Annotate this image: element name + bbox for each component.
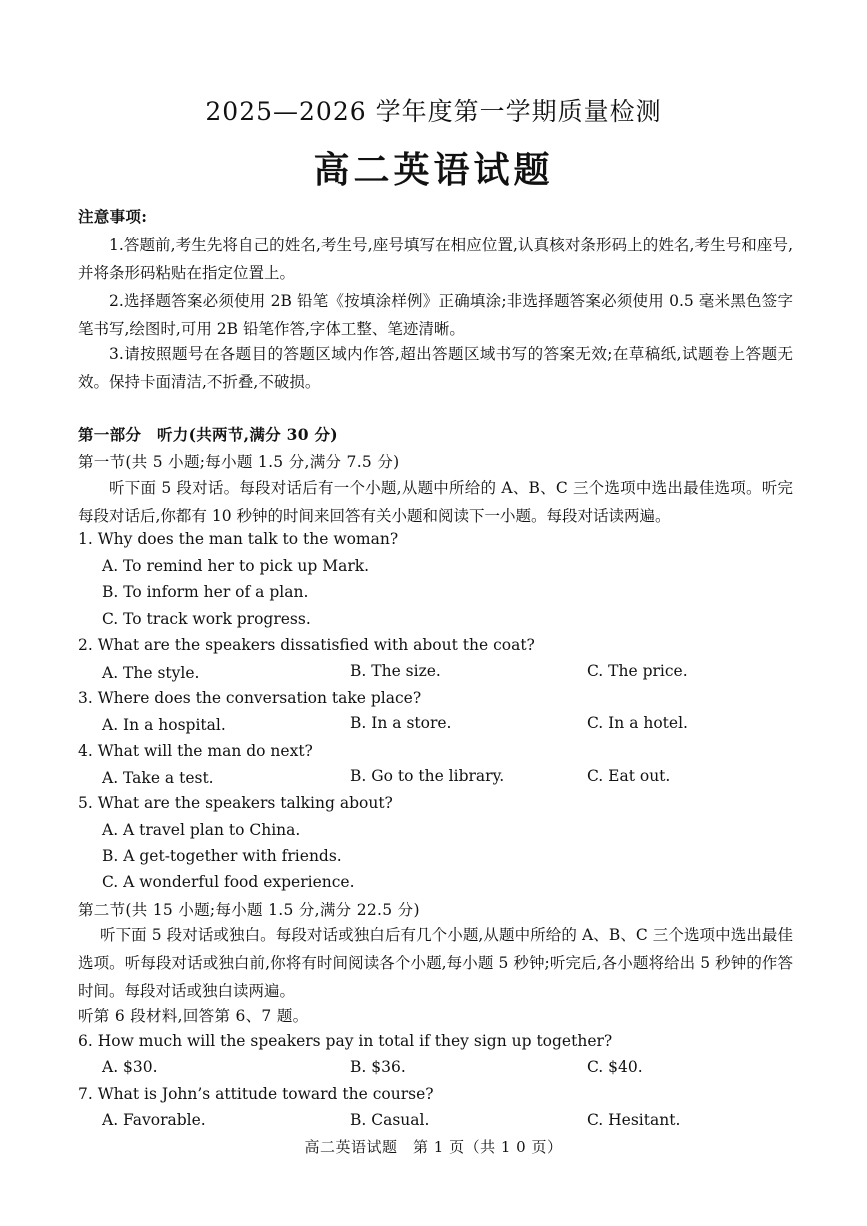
section2-heading: 第二节(共 15 小题;每小题 1.5 分,满分 22.5 分) <box>78 901 420 919</box>
question-1-option-a: A. To remind her to pick up Mark. <box>102 557 370 575</box>
question-6-stem: 6. How much will the speakers pay in total if they sign up together? <box>78 1032 613 1050</box>
question-4-stem: 4. What will the man do next? <box>78 742 313 760</box>
question-4-option-b: B. Go to the library. <box>350 767 505 785</box>
section1-heading: 第一节(共 5 小题;每小题 1.5 分,满分 7.5 分) <box>78 453 400 471</box>
question-6-option-b: B. $36. <box>350 1058 406 1076</box>
question-2-stem: 2. What are the speakers dissatisfied with about the coat? <box>78 636 535 654</box>
question-3-option-b: B. In a store. <box>350 714 452 732</box>
notice-item-3: 3.请按照题号在各题目的答题区域内作答,超出答题区域书写的答案无效;在草稿纸,试题卷上答题无效。保持卡面清洁,不折叠,不破损。 <box>78 345 793 391</box>
question-3-stem: 3. Where does the conversation take place? <box>78 689 422 707</box>
question-7-option-b: B. Casual. <box>350 1111 430 1129</box>
question-6-option-c: C. $40. <box>587 1058 643 1076</box>
question-7-option-c: C. Hesitant. <box>587 1111 681 1129</box>
question-4-option-a: A. Take a test. <box>102 769 214 787</box>
section1-instructions: 听下面 5 段对话。每段对话后有一个小题,从题中所给的 A、B、C 三个选项中选出最佳选项。听完每段对话后,你都有 10 秒钟的时间来回答有关小题和阅读下一小题。每段对话读两遍。 <box>78 479 793 525</box>
question-5-option-c: C. A wonderful food experience. <box>102 873 355 891</box>
section2-instructions: 听下面 5 段对话或独白。每段对话或独白后有几个小题,从题中所给的 A、B、C 三个选项中选出最佳选项。听每段对话或独白前,你将有时间阅读各个小题,每小题 5 秒钟;听完后,各小题将给出 5 秒钟的作答时间。每段对话或独白读两遍。 <box>78 926 794 1000</box>
question-1-option-b: B. To inform her of a plan. <box>102 583 309 601</box>
question-2-option-b: B. The size. <box>350 662 441 680</box>
question-1-stem: 1. Why does the man talk to the woman? <box>78 530 399 548</box>
question-3-option-c: C. In a hotel. <box>587 714 688 732</box>
question-2-option-a: A. The style. <box>102 664 200 682</box>
exam-subject-title: 高二英语试题 <box>313 149 554 191</box>
question-7-stem: 7. What is John’s attitude toward the course? <box>78 1085 434 1103</box>
question-5-option-b: B. A get-together with friends. <box>102 847 342 865</box>
question-2-option-c: C. The price. <box>587 662 688 680</box>
page-footer: 高二英语试题 第 1 页（共 1 0 页） <box>304 1138 563 1156</box>
question-7-option-a: A. Favorable. <box>102 1111 206 1129</box>
notice-item-2: 2.选择题答案必须使用 2B 铅笔《按填涂样例》正确填涂;非选择题答案必须使用 0.5 毫米黑色签字笔书写,绘图时,可用 2B 铅笔作答,字体工整、笔迹清晰。 <box>78 292 793 338</box>
question-6-option-a: A. $30. <box>102 1058 158 1076</box>
part1-heading: 第一部分 听力(共两节,满分 30 分) <box>78 425 338 444</box>
exam-term-title: 2025—2026 学年度第一学期质量检测 <box>205 97 662 126</box>
question-5-option-a: A. A travel plan to China. <box>102 821 301 839</box>
question-1-option-c: C. To track work progress. <box>102 610 311 628</box>
notice-heading: 注意事项: <box>78 207 148 226</box>
notice-item-1: 1.答题前,考生先将自己的姓名,考生号,座号填写在相应位置,认真核对条形码上的姓名,考生号和座号,并将条形码粘贴在指定位置上。 <box>78 236 793 282</box>
material-6-note: 听第 6 段材料,回答第 6、7 题。 <box>78 1007 309 1025</box>
question-3-option-a: A. In a hospital. <box>102 716 226 734</box>
question-4-option-c: C. Eat out. <box>587 767 671 785</box>
question-5-stem: 5. What are the speakers talking about? <box>78 794 393 812</box>
